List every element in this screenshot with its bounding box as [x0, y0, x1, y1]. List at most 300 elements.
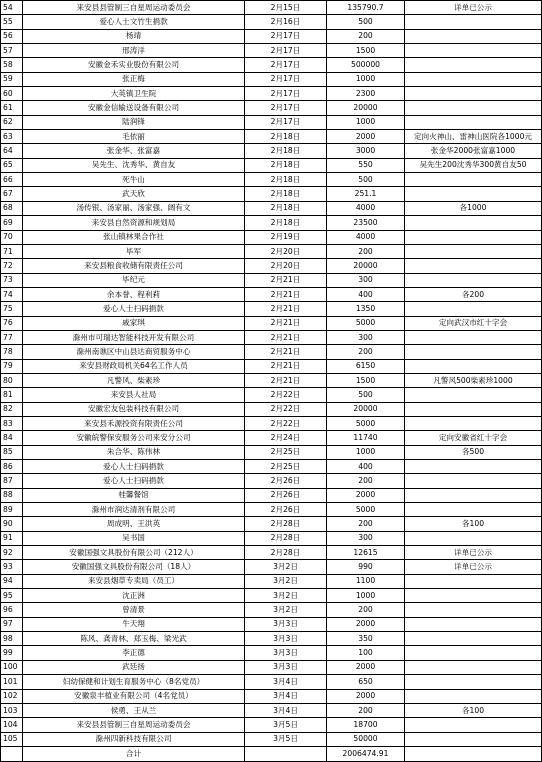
note-cell: 定向武汉市红十字会: [405, 316, 542, 330]
donor-name-cell: 妇幼保健和计划生育服务中心（8名党员）: [23, 675, 245, 689]
donor-name-cell: 毕纪元: [23, 273, 245, 287]
donor-name-cell: 桂馨餐馆: [23, 488, 245, 502]
donation-date-cell: 3月3日: [245, 617, 327, 631]
donor-name-cell: 安徽国强文具股份有限公司（18人）: [23, 560, 245, 574]
donation-date-cell: 2月17日: [245, 72, 327, 86]
note-cell: [405, 660, 542, 674]
total-empty-cell: [405, 746, 542, 761]
donation-date-cell: 2月18日: [245, 201, 327, 215]
donation-amount-cell: 300: [327, 273, 405, 287]
note-cell: [405, 115, 542, 129]
donation-amount-cell: 12615: [327, 546, 405, 560]
total-row: [1, 746, 542, 761]
donation-date-cell: 2月18日: [245, 173, 327, 187]
donation-amount-cell: 200: [327, 603, 405, 617]
donation-date-cell: 3月3日: [245, 632, 327, 646]
row-number-cell: 91: [1, 531, 23, 545]
donation-date-cell: 2月22日: [245, 402, 327, 416]
table-row: [1, 44, 542, 58]
row-number-cell: 87: [1, 474, 23, 488]
donation-date-cell: 2月21日: [245, 359, 327, 373]
donor-name-cell: 周成明、王洪英: [23, 517, 245, 531]
donation-amount-cell: 135790.7: [327, 1, 405, 15]
table-row: [1, 718, 542, 732]
donation-amount-cell: 200: [327, 517, 405, 531]
table-row: [1, 503, 542, 517]
donation-date-cell: 3月3日: [245, 660, 327, 674]
note-cell: [405, 531, 542, 545]
row-number-cell: 96: [1, 603, 23, 617]
row-number-cell: 63: [1, 130, 23, 144]
donation-amount-cell: 400: [327, 460, 405, 474]
row-number-cell: 77: [1, 330, 23, 344]
donor-name-cell: 来安县禾源投资有限责任公司: [23, 416, 245, 430]
note-cell: [405, 503, 542, 517]
donation-amount-cell: 2300: [327, 87, 405, 101]
row-number-cell: 86: [1, 460, 23, 474]
note-cell: [405, 259, 542, 273]
donor-name-cell: 余本誉、程利莉: [23, 287, 245, 301]
row-number-cell: 83: [1, 416, 23, 430]
donor-name-cell: 毛依丽: [23, 130, 245, 144]
note-cell: [405, 58, 542, 72]
donation-amount-cell: 20000: [327, 101, 405, 115]
donation-amount-cell: 200: [327, 703, 405, 717]
table-row: [1, 660, 542, 674]
donor-name-cell: 凡警风、柴素珍: [23, 373, 245, 387]
table-row: [1, 373, 542, 387]
note-cell: [405, 474, 542, 488]
note-cell: [405, 187, 542, 201]
table-row: [1, 29, 542, 43]
donation-table-body: [1, 1, 542, 762]
donor-name-cell: 死牛山: [23, 173, 245, 187]
donor-name-cell: 武天欣: [23, 187, 245, 201]
note-cell: 各500: [405, 445, 542, 459]
donor-name-cell: 吴书国: [23, 531, 245, 545]
table-row: [1, 72, 542, 86]
row-number-cell: 70: [1, 230, 23, 244]
donation-amount-cell: 1500: [327, 44, 405, 58]
donation-amount-cell: 200: [327, 474, 405, 488]
note-cell: [405, 244, 542, 258]
row-number-cell: 93: [1, 560, 23, 574]
donor-name-cell: 戚家琪: [23, 316, 245, 330]
table-row: [1, 460, 542, 474]
donor-name-cell: 来安县县管制三自星周运动委员会: [23, 1, 245, 15]
donation-date-cell: 2月21日: [245, 330, 327, 344]
row-number-cell: 68: [1, 201, 23, 215]
donation-date-cell: 2月20日: [245, 259, 327, 273]
row-number-cell: 65: [1, 158, 23, 172]
row-number-cell: 80: [1, 373, 23, 387]
row-number-cell: 105: [1, 732, 23, 746]
donor-name-cell: 张金华、张富嘉: [23, 144, 245, 158]
donation-date-cell: 2月28日: [245, 531, 327, 545]
donation-date-cell: 2月26日: [245, 474, 327, 488]
donation-amount-cell: 4000: [327, 201, 405, 215]
donation-amount-cell: 5000: [327, 503, 405, 517]
donation-amount-cell: 2000: [327, 660, 405, 674]
row-number-cell: 94: [1, 574, 23, 588]
donation-amount-cell: 400: [327, 287, 405, 301]
note-cell: [405, 689, 542, 703]
table-row: [1, 646, 542, 660]
donation-amount-cell: 251.1: [327, 187, 405, 201]
donation-date-cell: 2月28日: [245, 517, 327, 531]
donor-name-cell: 来安县县管制三自星周运动委员会: [23, 718, 245, 732]
donation-amount-cell: 500: [327, 173, 405, 187]
table-row: [1, 230, 542, 244]
donation-date-cell: 3月4日: [245, 689, 327, 703]
table-row: [1, 546, 542, 560]
note-cell: [405, 574, 542, 588]
table-row: [1, 431, 542, 445]
note-cell: 详单已公示: [405, 546, 542, 560]
donation-amount-cell: 4000: [327, 230, 405, 244]
donation-date-cell: 2月21日: [245, 287, 327, 301]
donation-amount-cell: 300: [327, 531, 405, 545]
donor-name-cell: 来安县粮食收储有限责任公司: [23, 259, 245, 273]
table-row: [1, 531, 542, 545]
table-row: [1, 416, 542, 430]
donation-date-cell: 2月18日: [245, 187, 327, 201]
donation-amount-cell: 20000: [327, 402, 405, 416]
donation-date-cell: 2月21日: [245, 302, 327, 316]
note-cell: [405, 173, 542, 187]
donation-date-cell: 3月2日: [245, 589, 327, 603]
donation-date-cell: 2月17日: [245, 58, 327, 72]
table-row: [1, 330, 542, 344]
donation-date-cell: 2月17日: [245, 87, 327, 101]
note-cell: 各100: [405, 517, 542, 531]
row-number-cell: 78: [1, 345, 23, 359]
row-number-cell: 76: [1, 316, 23, 330]
donation-amount-cell: 500: [327, 388, 405, 402]
row-number-cell: 61: [1, 101, 23, 115]
donation-date-cell: 2月21日: [245, 273, 327, 287]
donor-name-cell: 武廷扬: [23, 660, 245, 674]
row-number-cell: 88: [1, 488, 23, 502]
donation-date-cell: 2月21日: [245, 345, 327, 359]
donation-date-cell: 2月17日: [245, 115, 327, 129]
row-number-cell: 97: [1, 617, 23, 631]
row-number-cell: 100: [1, 660, 23, 674]
table-row: [1, 15, 542, 29]
table-row: [1, 287, 542, 301]
total-empty-cell: [1, 746, 23, 761]
donation-date-cell: 3月3日: [245, 646, 327, 660]
donation-date-cell: 2月24日: [245, 431, 327, 445]
donation-date-cell: 3月2日: [245, 574, 327, 588]
donation-date-cell: 2月20日: [245, 244, 327, 258]
table-row: [1, 517, 542, 531]
row-number-cell: 74: [1, 287, 23, 301]
donation-date-cell: 2月17日: [245, 29, 327, 43]
donation-amount-cell: 350: [327, 632, 405, 646]
note-cell: [405, 101, 542, 115]
table-row: [1, 474, 542, 488]
note-cell: [405, 675, 542, 689]
table-row: [1, 632, 542, 646]
donation-amount-cell: 3000: [327, 144, 405, 158]
table-row: [1, 574, 542, 588]
note-cell: [405, 15, 542, 29]
donation-amount-cell: 18700: [327, 718, 405, 732]
table-row: [1, 58, 542, 72]
row-number-cell: 57: [1, 44, 23, 58]
donor-name-cell: 来安县财政局机关64名工作人员: [23, 359, 245, 373]
table-row: [1, 144, 542, 158]
donation-amount-cell: 2000: [327, 689, 405, 703]
table-row: [1, 402, 542, 416]
note-cell: [405, 646, 542, 660]
donation-amount-cell: 23500: [327, 216, 405, 230]
note-cell: [405, 330, 542, 344]
donation-date-cell: 2月18日: [245, 216, 327, 230]
donation-date-cell: 3月2日: [245, 603, 327, 617]
donation-amount-cell: 2000: [327, 130, 405, 144]
donor-name-cell: 毕军: [23, 244, 245, 258]
donor-name-cell: 爱心人士扫码捐款: [23, 460, 245, 474]
note-cell: [405, 732, 542, 746]
table-row: [1, 273, 542, 287]
row-number-cell: 98: [1, 632, 23, 646]
donation-date-cell: 2月17日: [245, 101, 327, 115]
table-row: [1, 201, 542, 215]
donation-amount-cell: 5000: [327, 316, 405, 330]
donation-date-cell: 3月5日: [245, 718, 327, 732]
table-row: [1, 158, 542, 172]
note-cell: [405, 460, 542, 474]
donor-name-cell: 安徽泉丰植业有限公司（4名党员）: [23, 689, 245, 703]
donor-name-cell: 牛天翔: [23, 617, 245, 631]
donor-name-cell: 曾清景: [23, 603, 245, 617]
donation-date-cell: 2月26日: [245, 503, 327, 517]
donation-amount-cell: 1500: [327, 373, 405, 387]
row-number-cell: 71: [1, 244, 23, 258]
row-number-cell: 69: [1, 216, 23, 230]
donation-amount-cell: 1100: [327, 574, 405, 588]
donation-date-cell: 3月5日: [245, 732, 327, 746]
row-number-cell: 82: [1, 402, 23, 416]
donor-name-cell: 陆润锋: [23, 115, 245, 129]
donation-date-cell: 2月22日: [245, 416, 327, 430]
row-number-cell: 81: [1, 388, 23, 402]
donation-amount-cell: 550: [327, 158, 405, 172]
note-cell: [405, 603, 542, 617]
note-cell: [405, 87, 542, 101]
table-row: [1, 703, 542, 717]
row-number-cell: 89: [1, 503, 23, 517]
row-number-cell: 66: [1, 173, 23, 187]
note-cell: 各100: [405, 703, 542, 717]
donation-date-cell: 2月26日: [245, 488, 327, 502]
table-row: [1, 259, 542, 273]
table-row: [1, 316, 542, 330]
note-cell: 详单已公示: [405, 1, 542, 15]
note-cell: 定向安徽省红十字会: [405, 431, 542, 445]
donation-date-cell: 3月2日: [245, 560, 327, 574]
total-amount-cell: 2006474.91: [327, 746, 405, 761]
note-cell: [405, 388, 542, 402]
donation-date-cell: 2月17日: [245, 44, 327, 58]
note-cell: [405, 29, 542, 43]
donor-name-cell: 滁州市可瑞达智能科技开发有限公司: [23, 330, 245, 344]
donation-amount-cell: 2000: [327, 617, 405, 631]
donor-name-cell: 侯勇、王从兰: [23, 703, 245, 717]
donation-date-cell: 2月25日: [245, 460, 327, 474]
table-row: [1, 689, 542, 703]
table-row: [1, 302, 542, 316]
donation-date-cell: 2月25日: [245, 445, 327, 459]
table-row: [1, 488, 542, 502]
note-cell: [405, 718, 542, 732]
donation-date-cell: 2月18日: [245, 158, 327, 172]
donor-name-cell: 朱合华、陈伟林: [23, 445, 245, 459]
donation-date-cell: 2月19日: [245, 230, 327, 244]
donation-date-cell: 2月15日: [245, 1, 327, 15]
donation-amount-cell: 200: [327, 244, 405, 258]
donation-date-cell: 3月4日: [245, 675, 327, 689]
note-cell: [405, 632, 542, 646]
table-row: [1, 216, 542, 230]
donation-amount-cell: 1000: [327, 115, 405, 129]
row-number-cell: 103: [1, 703, 23, 717]
donor-name-cell: 安徽宏友包装科技有限公司: [23, 402, 245, 416]
note-cell: [405, 230, 542, 244]
donation-amount-cell: 2000: [327, 488, 405, 502]
donation-amount-cell: 11740: [327, 431, 405, 445]
table-row: [1, 359, 542, 373]
note-cell: [405, 617, 542, 631]
row-number-cell: 62: [1, 115, 23, 129]
donation-date-cell: 2月28日: [245, 546, 327, 560]
donor-name-cell: 安徽皖警保安服务公司来安分公司: [23, 431, 245, 445]
table-row: [1, 244, 542, 258]
row-number-cell: 58: [1, 58, 23, 72]
donor-name-cell: 来安县自然资源和规划局: [23, 216, 245, 230]
table-row: [1, 1, 542, 15]
row-number-cell: 59: [1, 72, 23, 86]
table-row: [1, 589, 542, 603]
donor-name-cell: 大英镇卫生院: [23, 87, 245, 101]
donation-amount-cell: 300: [327, 330, 405, 344]
note-cell: 定向火神山、雷神山医院各1000元: [405, 130, 542, 144]
table-row: [1, 617, 542, 631]
table-row: [1, 732, 542, 746]
donation-date-cell: 2月22日: [245, 388, 327, 402]
donor-name-cell: 吴先生、沈秀华、黄自友: [23, 158, 245, 172]
note-cell: [405, 589, 542, 603]
row-number-cell: 73: [1, 273, 23, 287]
note-cell: 吴先生200沈秀华300黄自友50: [405, 158, 542, 172]
donation-amount-cell: 200: [327, 345, 405, 359]
donor-name-cell: 张正梅: [23, 72, 245, 86]
row-number-cell: 72: [1, 259, 23, 273]
donation-date-cell: 2月18日: [245, 144, 327, 158]
donation-date-cell: 3月4日: [245, 703, 327, 717]
note-cell: [405, 72, 542, 86]
donation-amount-cell: 1000: [327, 445, 405, 459]
row-number-cell: 104: [1, 718, 23, 732]
table-row: [1, 87, 542, 101]
donation-date-cell: 2月21日: [245, 316, 327, 330]
note-cell: [405, 273, 542, 287]
donation-amount-cell: 200: [327, 29, 405, 43]
row-number-cell: 90: [1, 517, 23, 531]
note-cell: [405, 359, 542, 373]
note-cell: [405, 216, 542, 230]
note-cell: [405, 416, 542, 430]
donation-amount-cell: 1350: [327, 302, 405, 316]
donation-amount-cell: 500000: [327, 58, 405, 72]
row-number-cell: 85: [1, 445, 23, 459]
donation-amount-cell: 100: [327, 646, 405, 660]
note-cell: [405, 44, 542, 58]
row-number-cell: 64: [1, 144, 23, 158]
donor-name-cell: 滁州市润达清剂有限公司: [23, 503, 245, 517]
table-row: [1, 345, 542, 359]
donor-name-cell: 滁州南谯区中山县达商贸服务中心: [23, 345, 245, 359]
donation-date-cell: 2月16日: [245, 15, 327, 29]
note-cell: 各1000: [405, 201, 542, 215]
table-row: [1, 130, 542, 144]
table-row: [1, 603, 542, 617]
donation-amount-cell: 650: [327, 675, 405, 689]
row-number-cell: 102: [1, 689, 23, 703]
row-number-cell: 55: [1, 15, 23, 29]
row-number-cell: 92: [1, 546, 23, 560]
table-row: [1, 445, 542, 459]
row-number-cell: 84: [1, 431, 23, 445]
table-row: [1, 675, 542, 689]
total-empty-cell: [245, 746, 327, 761]
donation-amount-cell: 5000: [327, 416, 405, 430]
row-number-cell: 56: [1, 29, 23, 43]
donation-date-cell: 2月21日: [245, 373, 327, 387]
table-row: [1, 560, 542, 574]
donor-name-cell: 张山镇林果合作社: [23, 230, 245, 244]
note-cell: [405, 402, 542, 416]
donation-amount-cell: 990: [327, 560, 405, 574]
donor-name-cell: 爱心人士扫码捐款: [23, 474, 245, 488]
donor-name-cell: 安徽国强文具股份有限公司（212人）: [23, 546, 245, 560]
total-label-cell: 合计: [23, 746, 245, 761]
row-number-cell: 95: [1, 589, 23, 603]
table-row: [1, 115, 542, 129]
donation-amount-cell: 20000: [327, 259, 405, 273]
note-cell: 详单已公示: [405, 560, 542, 574]
table-row: [1, 101, 542, 115]
note-cell: [405, 302, 542, 316]
donor-name-cell: 爱心人士文竹生捐款: [23, 15, 245, 29]
donation-amount-cell: 50000: [327, 732, 405, 746]
note-cell: [405, 345, 542, 359]
row-number-cell: 75: [1, 302, 23, 316]
donation-amount-cell: 500: [327, 15, 405, 29]
donor-name-cell: 杨靖: [23, 29, 245, 43]
donation-amount-cell: 1000: [327, 589, 405, 603]
row-number-cell: 54: [1, 1, 23, 15]
donor-name-cell: 汤传银、汤家丽、汤家强、阔有文: [23, 201, 245, 215]
row-number-cell: 79: [1, 359, 23, 373]
donor-name-cell: 来安县烟草专卖局（员工）: [23, 574, 245, 588]
donor-name-cell: 邢涛洋: [23, 44, 245, 58]
donor-name-cell: 沈正洲: [23, 589, 245, 603]
table-row: [1, 388, 542, 402]
row-number-cell: 67: [1, 187, 23, 201]
